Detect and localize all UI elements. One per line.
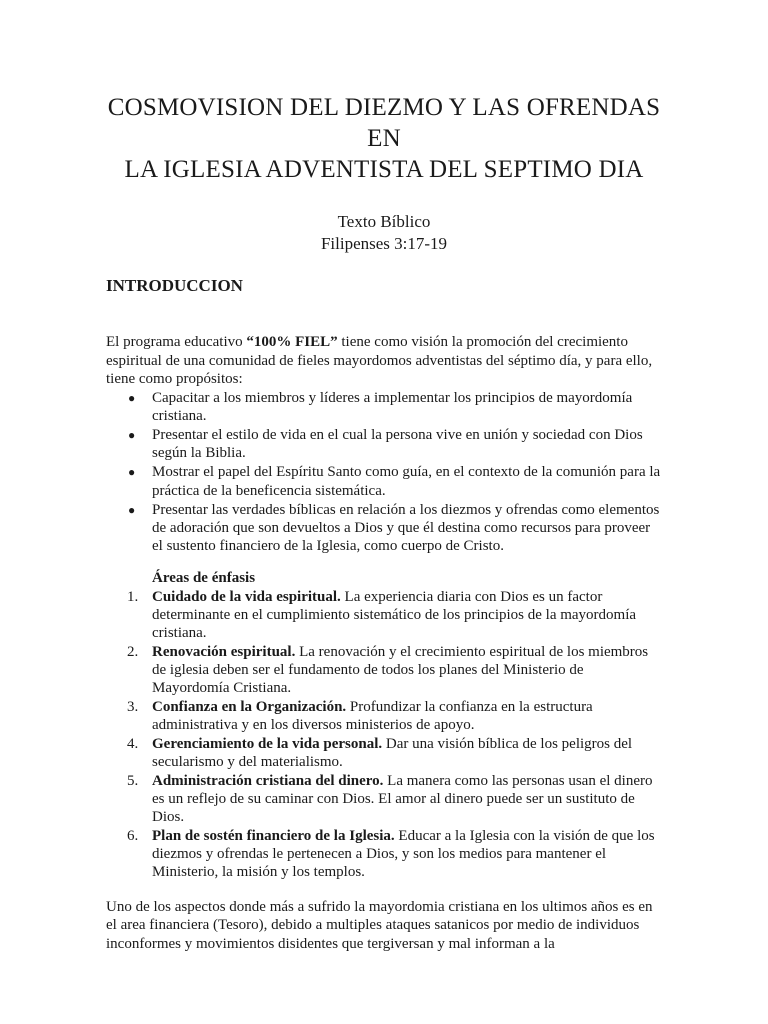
list-item <box>106 698 662 734</box>
subtitle-line-2: Filipenses 3:17-19 <box>320 234 448 253</box>
item-heading: Gerenciamiento de la vida personal. <box>152 735 383 752</box>
list-item <box>106 501 662 556</box>
list-item <box>106 426 662 462</box>
list-item <box>106 463 662 499</box>
areas-title: Áreas de énfasis <box>152 570 256 587</box>
bullet-icon: ● <box>128 465 136 480</box>
emphasis-areas-list <box>106 588 662 882</box>
item-number: 1. <box>127 588 139 605</box>
list-item <box>106 772 662 827</box>
item-text: La renovación y el crecimiento espiritual de los miembros de iglesia deben ser el fundamento de todos los planes del Ministerio de Mayordomía Cristiana. <box>152 643 649 697</box>
item-heading: Cuidado de la vida espiritual. <box>152 588 341 605</box>
item-number: 6. <box>127 827 139 844</box>
bible-reference <box>106 211 662 255</box>
bullet-text: Mostrar el papel del Espíritu Santo como guía, en el contexto de la comunión para la práctica de la beneficencia sistemática. <box>152 464 661 499</box>
list-item <box>106 643 662 698</box>
document-page <box>106 0 662 953</box>
document-title <box>106 92 662 185</box>
bullet-icon: ● <box>128 390 136 405</box>
title-line-1: COSMOVISION DEL DIEZMO Y LAS OFRENDAS EN <box>107 94 661 152</box>
list-item <box>106 588 662 643</box>
title-line-2: LA IGLESIA ADVENTISTA DEL SEPTIMO DIA <box>124 156 644 183</box>
item-heading: Plan de sostén financiero de la Iglesia. <box>152 827 395 844</box>
bullet-icon: ● <box>128 427 136 442</box>
section-heading: INTRODUCCION <box>106 276 243 295</box>
bullet-icon: ● <box>128 502 136 517</box>
purposes-list <box>106 389 662 556</box>
closing-paragraph: Uno de los aspectos donde más a sufrido la mayordomia cristiana en los ultimos años es en el area financiera (Tesoro), debido a multiples ataques satanicos por medio de individuos inconformes y movimientos disidentes que tergiversan y mal informan a la <box>106 898 653 952</box>
item-heading: Renovación espiritual. <box>152 643 296 660</box>
list-item <box>106 735 662 771</box>
item-text: La manera como las personas usan el dinero es un reflejo de su caminar con Dios. El amor al dinero puede ser un sustituto de Dios. <box>152 772 653 826</box>
subtitle-line-1: Texto Bíblico <box>337 212 431 231</box>
bullet-text: Capacitar a los miembros y líderes a implementar los principios de mayordomía cristiana. <box>152 389 633 424</box>
item-text: Profundizar la confianza en la estructura administrativa y en los diversos ministerios de apoyo. <box>152 699 593 734</box>
bullet-text: Presentar las verdades bíblicas en relación a los diezmos y ofrendas como elementos de adoración que son devueltos a Dios y que él destina como recursos para proveer el sustento financiero de la Iglesia, como cuerpo de Cristo. <box>152 501 660 555</box>
list-item <box>106 389 662 425</box>
item-number: 3. <box>127 699 139 716</box>
item-text: Educar a la Iglesia con la visión de que los diezmos y ofrendas le pertenecen a Dios, y son los medios para mantener el Ministerio, la misión y los templos. <box>152 827 655 881</box>
intro-before: El programa educativo <box>106 334 247 350</box>
item-text: Dar una visión bíblica de los peligros del secularismo y del materialismo. <box>152 735 633 771</box>
intro-paragraph <box>106 333 662 389</box>
intro-after: tiene como visión la promoción del crecimiento espiritual de una comunidad de fieles mayordomos adventistas del séptimo día, y para ello, tiene como propósitos: <box>106 334 653 387</box>
item-text: La experiencia diaria con Dios es un factor determinante en el cumplimiento sistemático de los principios de la mayordomía cristiana. <box>152 588 637 642</box>
item-heading: Administración cristiana del dinero. <box>152 772 384 789</box>
item-number: 5. <box>127 772 139 789</box>
intro-program-name: “100% FIEL” <box>246 334 338 350</box>
item-number: 4. <box>127 735 139 752</box>
list-item <box>106 827 662 882</box>
bullet-text: Presentar el estilo de vida en el cual la persona vive en unión y sociedad con Dios según la Biblia. <box>152 426 643 462</box>
item-number: 2. <box>127 643 139 660</box>
item-heading: Confianza en la Organización. <box>152 699 347 716</box>
